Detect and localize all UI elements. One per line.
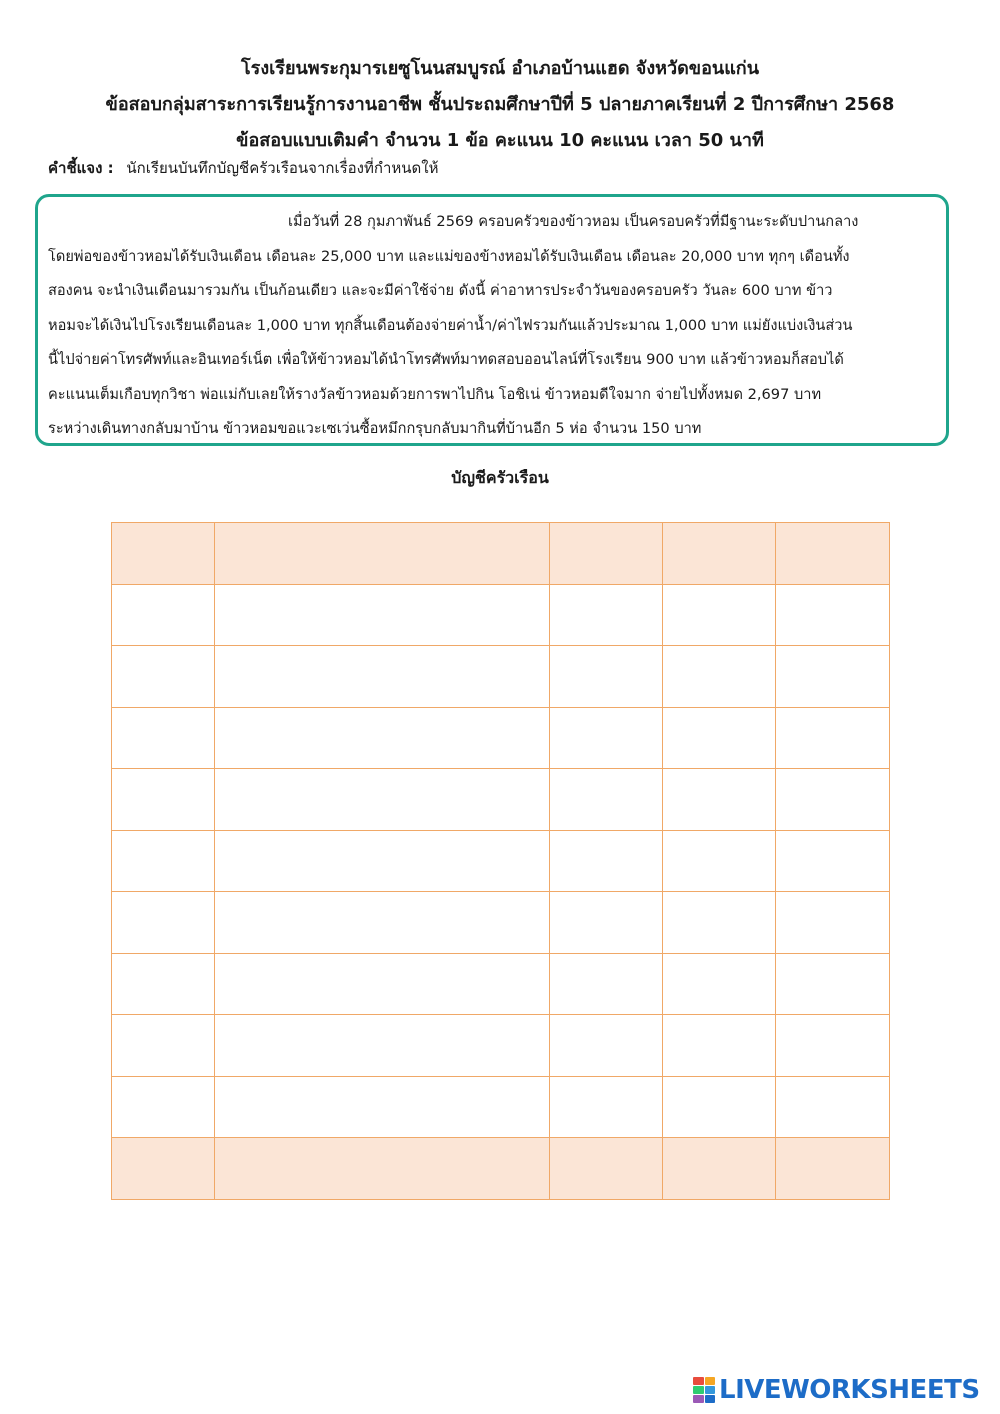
ledger-cell[interactable]	[776, 769, 890, 831]
ledger-cell[interactable]	[112, 892, 215, 954]
ledger-cell[interactable]	[112, 953, 215, 1015]
story-line: ระหว่างเดินทางกลับมาบ้าน ข้าวหอมขอแวะเซเว่นซื้อหมึกกรุบกลับมากินที่บ้านอีก 5 ห่อ จำนวน 150 บาท	[48, 420, 702, 437]
ledger-cell[interactable]	[112, 769, 215, 831]
ledger-cell[interactable]	[215, 584, 550, 646]
story-line: เมื่อวันที่ 28 กุมภาพันธ์ 2569 ครอบครัวของข้าวหอม เป็นครอบครัวที่มีฐานะระดับปานกลาง	[288, 213, 859, 230]
ledger-cell[interactable]	[550, 523, 663, 585]
ledger-cell[interactable]	[215, 769, 550, 831]
ledger-cell[interactable]	[663, 1138, 776, 1200]
ledger-cell[interactable]	[776, 892, 890, 954]
ledger-row	[112, 707, 890, 769]
ledger-cell[interactable]	[215, 707, 550, 769]
ledger-cell[interactable]	[550, 953, 663, 1015]
ledger-cell[interactable]	[663, 584, 776, 646]
ledger-cell[interactable]	[215, 830, 550, 892]
ledger-row	[112, 953, 890, 1015]
ledger-cell[interactable]	[215, 646, 550, 708]
story-line: หอมจะได้เงินไปโรงเรียนเดือนละ 1,000 บาท ทุกสิ้นเดือนต้องจ่ายค่าน้ำ/ค่าไฟรวมกันแล้วประมาณ 1,000 บาท แม่ยังแบ่งเงินส่วน	[48, 316, 853, 334]
ledger-cell[interactable]	[112, 646, 215, 708]
instruction-text: นักเรียนบันทึกบัญชีครัวเรือนจากเรื่องที่กำหนดให้	[126, 159, 439, 177]
ledger-cell[interactable]	[215, 892, 550, 954]
ledger-cell[interactable]	[215, 1076, 550, 1138]
story-line: นี้ไปจ่ายค่าโทรศัพท์และอินเทอร์เน็ต เพื่อให้ข้าวหอมได้นำโทรศัพท์มาทดสอบออนไลน์ที่โรงเรียน 900 บาท แล้วข้าวหอมก็สอบได้	[48, 351, 844, 368]
ledger-cell[interactable]	[112, 584, 215, 646]
ledger-total-row	[112, 1138, 890, 1200]
ledger-cell[interactable]	[550, 1076, 663, 1138]
ledger-row	[112, 769, 890, 831]
ledger-cell[interactable]	[776, 830, 890, 892]
ledger-cell[interactable]	[663, 523, 776, 585]
ledger-cell[interactable]	[776, 707, 890, 769]
ledger-row	[112, 1076, 890, 1138]
ledger-row	[112, 892, 890, 954]
school-title: โรงเรียนพระกุมารเยซูโนนสมบูรณ์ อำเภอบ้านแฮด จังหวัดขอนแก่น	[241, 58, 759, 79]
ledger-cell[interactable]	[112, 1138, 215, 1200]
ledger-cell[interactable]	[550, 646, 663, 708]
story-line: สองคน จะนำเงินเดือนมารวมกัน เป็นก้อนเดียว และจะมีค่าใช้จ่าย ดังนี้ ค่าอาหารประจำวันของครอบครัว วันละ 600 บาท ข้าว	[48, 282, 833, 299]
ledger-cell[interactable]	[663, 830, 776, 892]
ledger-row	[112, 646, 890, 708]
ledger-header-row	[112, 523, 890, 585]
ledger-cell[interactable]	[776, 646, 890, 708]
ledger-cell[interactable]	[776, 1015, 890, 1077]
ledger-cell[interactable]	[550, 1138, 663, 1200]
ledger-cell[interactable]	[215, 1138, 550, 1200]
ledger-cell[interactable]	[776, 1076, 890, 1138]
ledger-cell[interactable]	[663, 953, 776, 1015]
ledger-cell[interactable]	[663, 1076, 776, 1138]
ledger-row	[112, 830, 890, 892]
ledger-cell[interactable]	[776, 523, 890, 585]
ledger-cell[interactable]	[776, 584, 890, 646]
ledger-row	[112, 1015, 890, 1077]
ledger-cell[interactable]	[112, 830, 215, 892]
ledger-cell[interactable]	[776, 953, 890, 1015]
ledger-row	[112, 584, 890, 646]
ledger-cell[interactable]	[550, 1015, 663, 1077]
ledger-cell[interactable]	[215, 1015, 550, 1077]
logo-mark-icon	[693, 1377, 715, 1403]
ledger-cell[interactable]	[550, 707, 663, 769]
ledger-cell[interactable]	[550, 769, 663, 831]
ledger-cell[interactable]	[663, 646, 776, 708]
ledger-title: บัญชีครัวเรือน	[451, 468, 549, 487]
logo-text: LIVEWORKSHEETS	[719, 1375, 980, 1405]
liveworksheets-logo	[693, 1372, 980, 1408]
ledger-cell[interactable]	[550, 584, 663, 646]
ledger-cell[interactable]	[663, 1015, 776, 1077]
ledger-cell[interactable]	[550, 830, 663, 892]
ledger-cell[interactable]	[550, 892, 663, 954]
instruction-label: คำชี้แจง :	[48, 159, 114, 177]
household-ledger-table	[111, 522, 890, 1200]
exam-title: ข้อสอบกลุ่มสาระการเรียนรู้การงานอาชีพ ชั้นประถมศึกษาปีที่ 5 ปลายภาคเรียนที่ 2 ปีการศึกษา 2568	[105, 94, 895, 115]
ledger-cell[interactable]	[112, 523, 215, 585]
story-line: โดยพ่อของข้าวหอมได้รับเงินเดือน เดือนละ 25,000 บาท และแม่ของข้างหอมได้รับเงินเดือน เดือนละ 20,000 บาท ทุกๆ เดือนทั้ง	[48, 247, 850, 265]
ledger-cell[interactable]	[215, 953, 550, 1015]
story-line: คะแนนเต็มเกือบทุกวิชา พ่อแม่กับเลยให้รางวัลข้าวหอมด้วยการพาไปกิน โอชิเน่ ข้าวหอมดีใจมาก จ่ายไปทั้งหมด 2,697 บาท	[48, 385, 822, 403]
ledger-cell[interactable]	[112, 1076, 215, 1138]
ledger-cell[interactable]	[112, 707, 215, 769]
ledger-cell[interactable]	[663, 769, 776, 831]
instruction	[48, 156, 438, 180]
ledger-cell[interactable]	[112, 1015, 215, 1077]
ledger-cell[interactable]	[663, 707, 776, 769]
ledger-cell[interactable]	[663, 892, 776, 954]
ledger-cell[interactable]	[215, 523, 550, 585]
page-header	[0, 52, 1000, 160]
ledger-cell[interactable]	[776, 1138, 890, 1200]
story-box	[35, 194, 949, 446]
exam-format: ข้อสอบแบบเติมคำ จำนวน 1 ข้อ คะแนน 10 คะแนน เวลา 50 นาที	[236, 130, 764, 151]
